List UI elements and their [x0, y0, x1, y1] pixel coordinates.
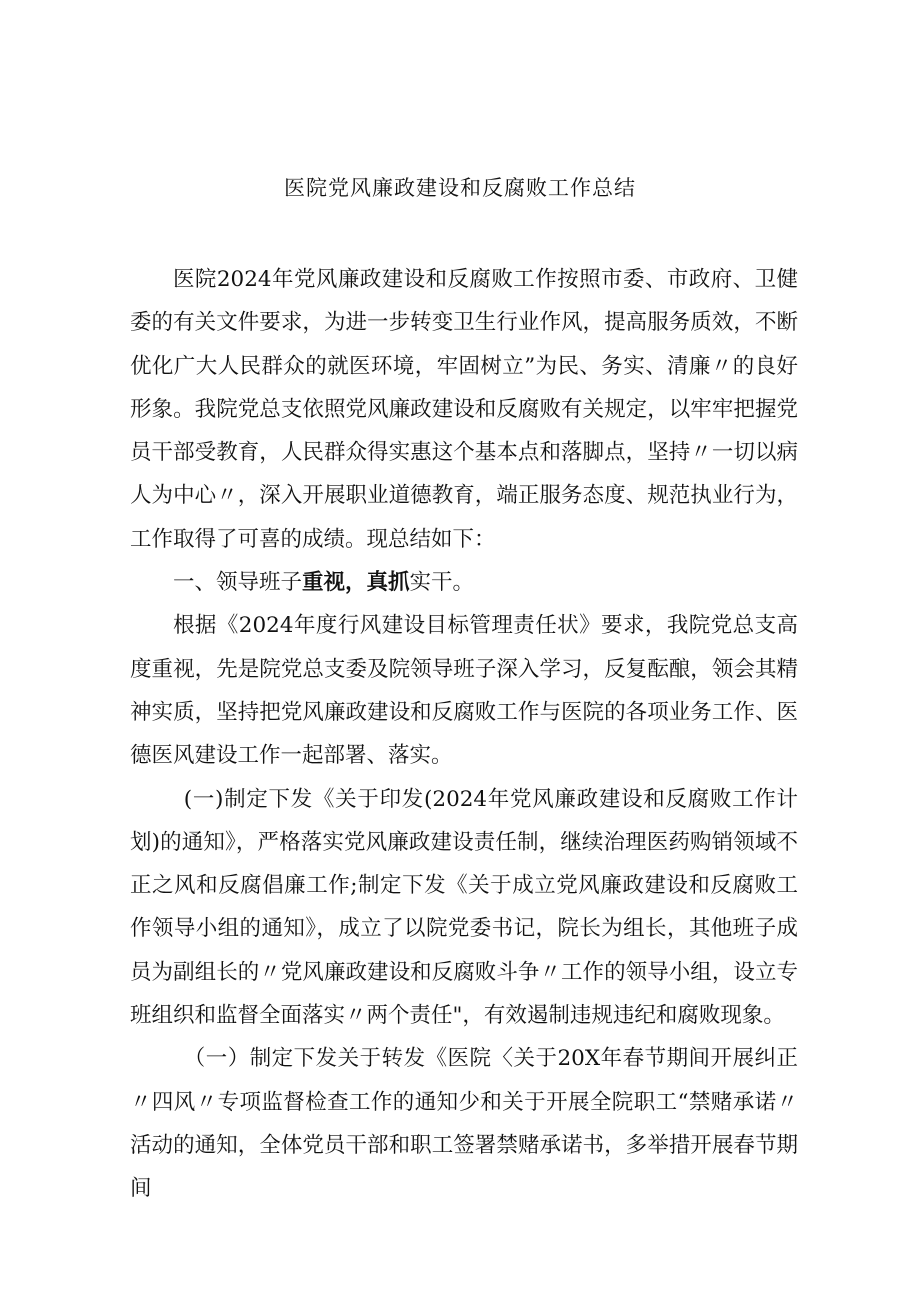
section-heading-leadership — [130, 561, 798, 604]
heading-prefix: 一、领导班子 — [173, 570, 303, 596]
document-title: 医院党风廉政建设和反腐败工作总结 — [284, 176, 636, 200]
sub-item-paragraph-2: （一）制定下发关于转发《医院〈关于20X年春节期间开展纠正〃四风〃专项监督检查工作的通知少和关于开展全院职工“禁赌承诺〃活动的通知，全体党员干部和职工签署禁赌承诺书，多举措开展春节期间 — [130, 1046, 798, 1202]
heading-suffix: 实干。 — [409, 570, 475, 596]
sub-item-paragraph-1: (一)制定下发《关于印发(2024年党风廉政建设和反腐败工作计划)的通知》，严格落实党风廉政建设责任制，继续治理医药购销领域不正之风和反腐倡廉工作;制定下发《关于成立党风廉政建设和反腐败工作领导小组的通知》，成立了以院党委书记，院长为组长，其他班子成员为副组长的〃党风廉政建设和反腐败斗争〃工作的领导小组，设立专班组织和监督全面落实〃两个责任"，有效遏制违规违纪和腐败现象。 — [130, 786, 798, 1029]
intro-paragraph: 医院2024年党风廉政建设和反腐败工作按照市委、市政府、卫健委的有关文件要求，为进一步转变卫生行业作风，提高服务质效，不断优化广大人民群众的就医环境，牢固树立”为民、务实、清廉〃的良好形象。我院党总支依照党风廉政建设和反腐败有关规定，以牢牢把握党员干部受教育，人民群众得实惠这个基本点和落脚点，坚持〃一切以病人为中心〃，深入开展职业道德教育，端正服务态度、规范执业行为，工作取得了可喜的成绩。现总结如下： — [130, 267, 798, 552]
heading-emphasis: 重视，真抓 — [302, 570, 410, 596]
responsibility-paragraph: 根据《2024年度行风建设目标管理责任状》要求，我院党总支高度重视，先是院党总支委及院领导班子深入学习，反复酝酿，领会其精神实质，坚持把党风廉政建设和反腐败工作与医院的各项业务工作、医德医风建设工作一起部署、落实。 — [130, 613, 798, 769]
document-body — [130, 258, 798, 1211]
